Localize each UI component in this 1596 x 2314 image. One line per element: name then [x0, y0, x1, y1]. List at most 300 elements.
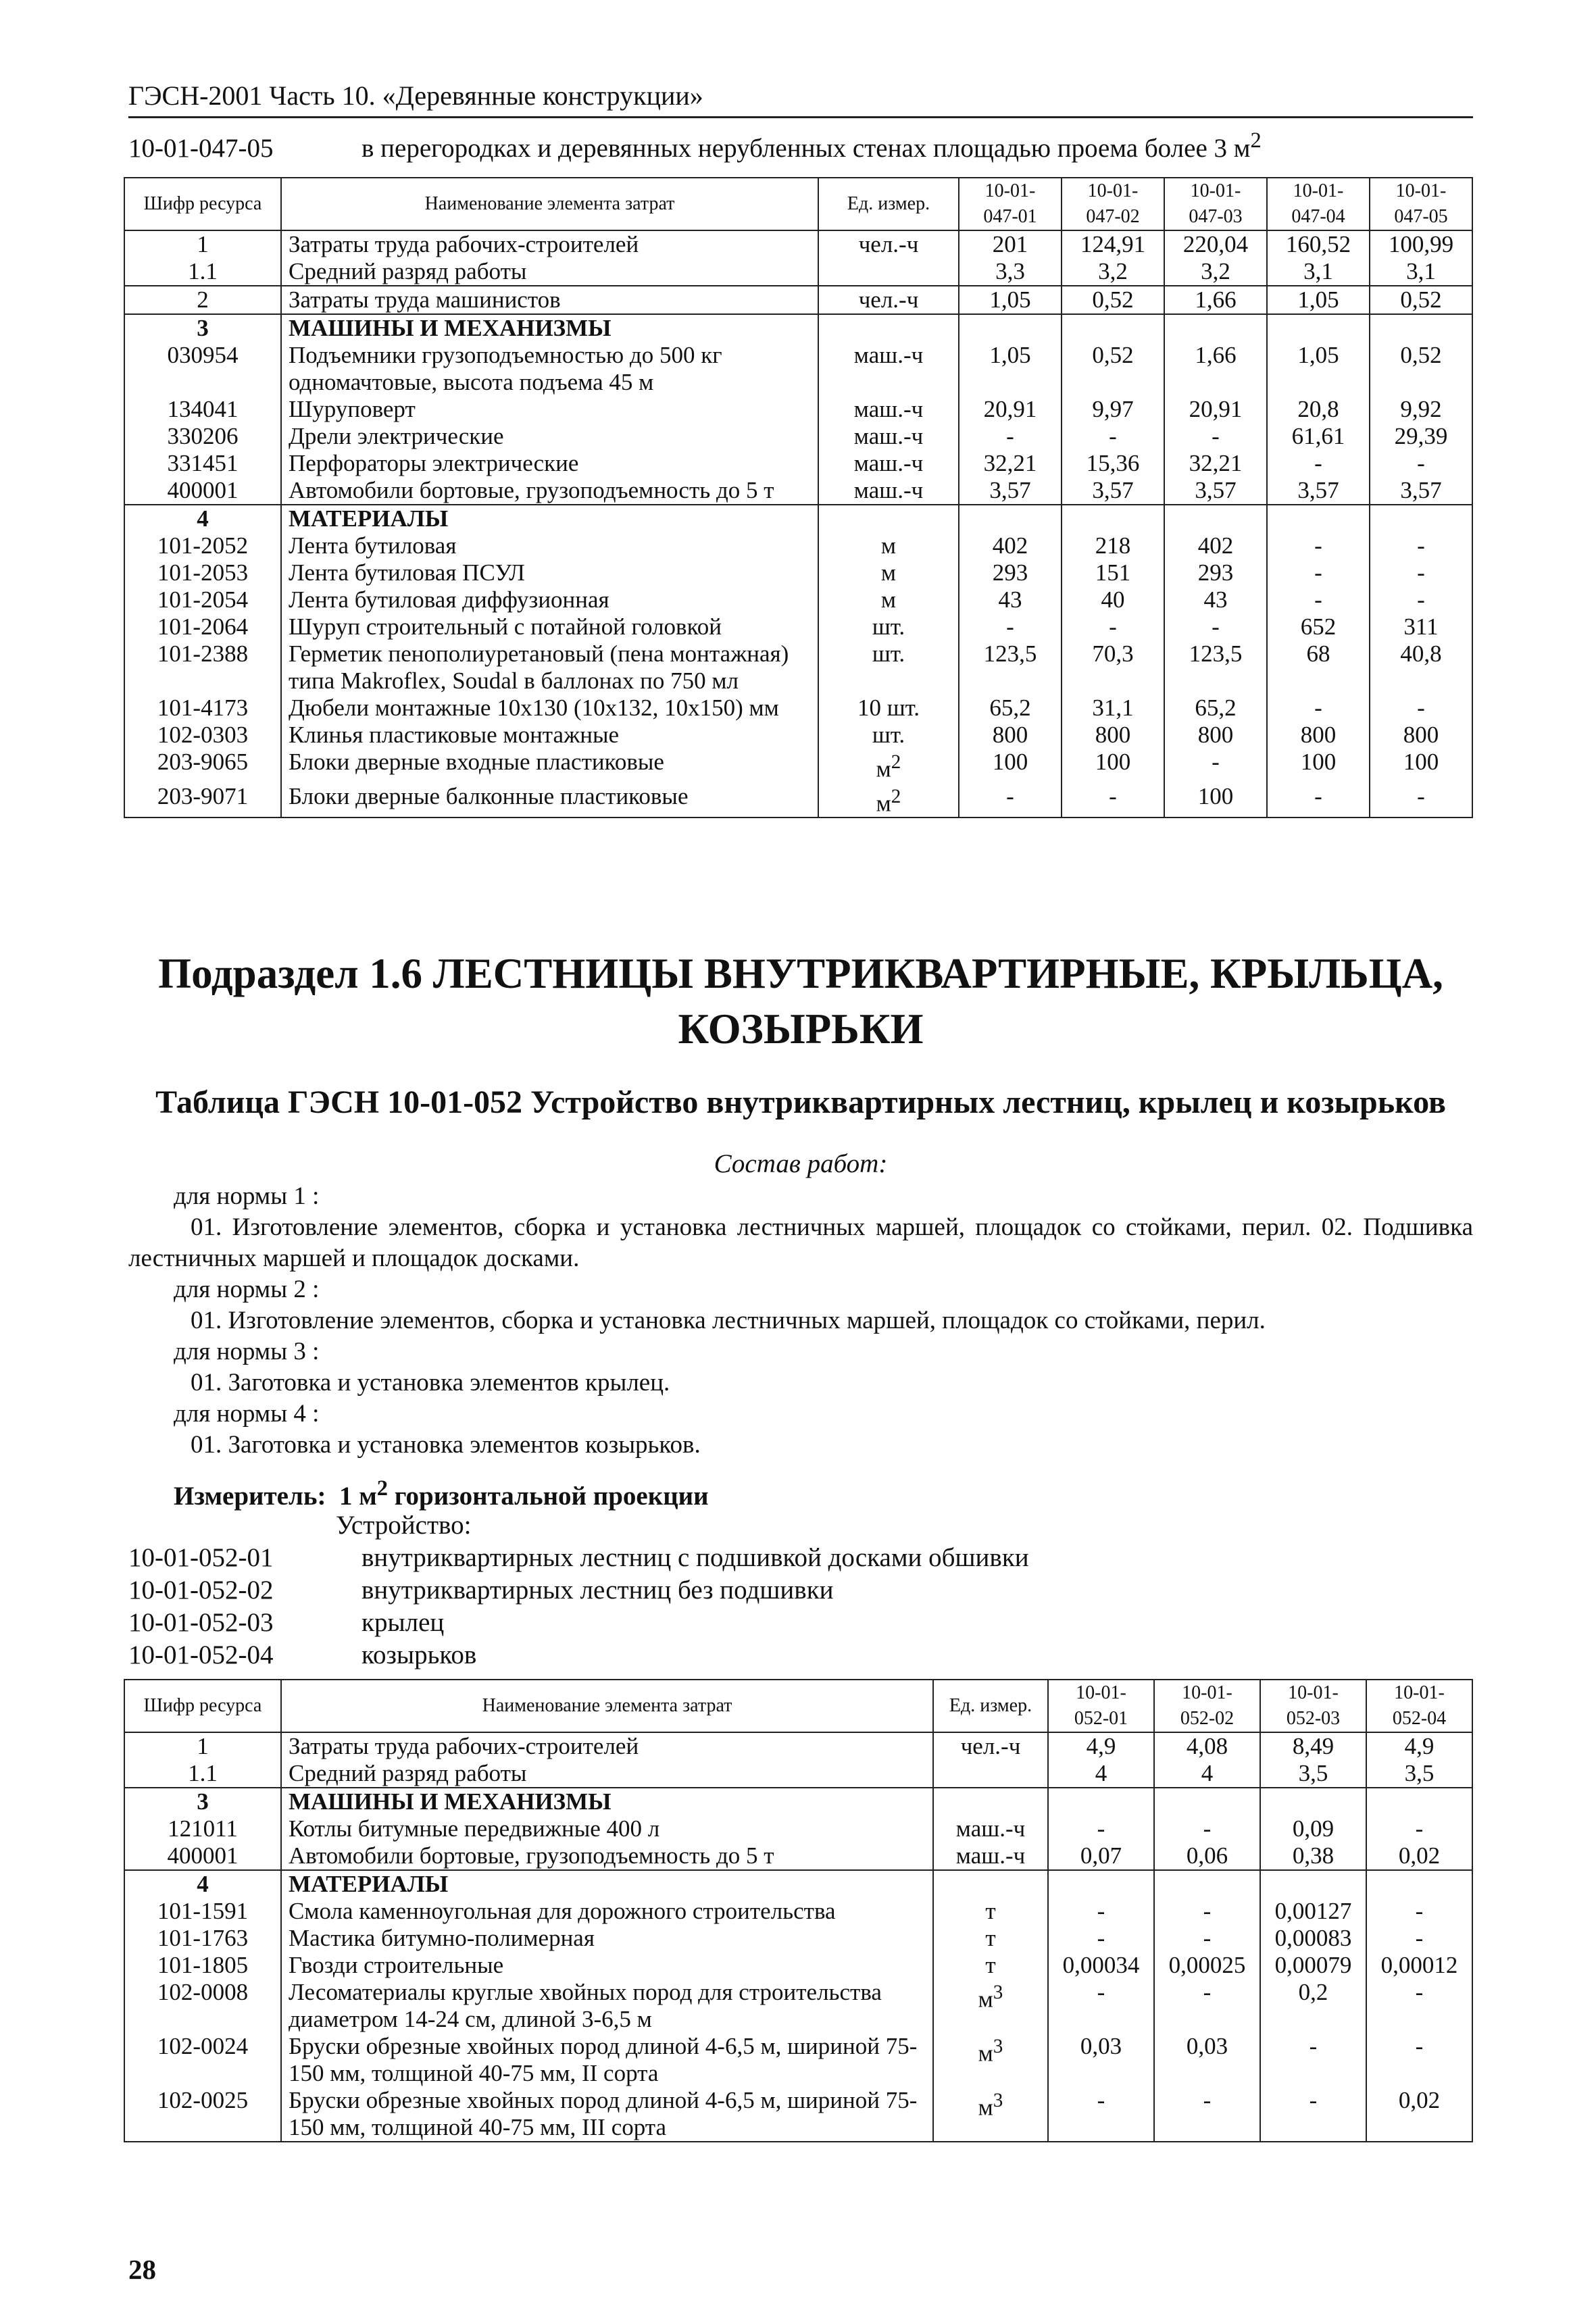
- resource-code: 400001: [124, 1842, 281, 1870]
- value-cell: -: [1267, 783, 1370, 818]
- value-cell: 65,2: [1164, 695, 1267, 722]
- value-cell: 3,57: [1267, 477, 1370, 505]
- norm-code-top: 10-01-: [1288, 1682, 1339, 1703]
- norm-code-top: 10-01-: [1076, 1682, 1126, 1703]
- value-cell: [1370, 314, 1472, 342]
- resource-code: 030954: [124, 342, 281, 396]
- value-cell: 160,52: [1267, 230, 1370, 258]
- variant-description: в перегородках и деревянных нерубленных стенах площадью проема более 3 м: [361, 134, 1251, 163]
- value-cell: 29,39: [1370, 423, 1472, 450]
- resource-name: Герметик пенополиуретановый (пена монтажная) типа Makroflex, Soudal в баллонах по 750 мл: [281, 640, 818, 695]
- unit-superscript: 3: [993, 2036, 1003, 2057]
- value-cell: 201: [959, 230, 1062, 258]
- resource-name: Шуруповерт: [281, 396, 818, 423]
- value-cell: 800: [1062, 722, 1164, 749]
- value-cell: 3,57: [1370, 477, 1472, 505]
- variant-line: [128, 1542, 1029, 1573]
- value-cell: 40: [1062, 586, 1164, 613]
- value-cell: 123,5: [1164, 640, 1267, 695]
- value-cell: -: [1048, 1898, 1154, 1925]
- col-header-norm-5: [1370, 178, 1472, 230]
- value-cell: [1048, 1870, 1154, 1898]
- value-cell: -: [1048, 1815, 1154, 1842]
- subsection-heading-line: КОЗЫРЬКИ: [678, 1005, 924, 1053]
- resource-name: Затраты труда рабочих-строителей: [281, 230, 818, 258]
- value-cell: 652: [1267, 613, 1370, 640]
- running-header: ГЭСН-2001 Часть 10. «Деревянные конструкции»: [128, 80, 703, 111]
- resource-code: 101-2054: [124, 586, 281, 613]
- resource-code: 101-1763: [124, 1925, 281, 1952]
- value-cell: 0,00012: [1366, 1952, 1472, 1979]
- unit-cell: [818, 586, 959, 613]
- norm-code-bottom: 047-02: [1086, 206, 1140, 227]
- value-cell: 31,1: [1062, 695, 1164, 722]
- unit-superscript: 3: [993, 1982, 1003, 2003]
- norm-code-top: 10-01-: [984, 180, 1036, 201]
- value-cell: 0,03: [1048, 2033, 1154, 2087]
- value-cell: 293: [1164, 559, 1267, 586]
- table-row: [124, 722, 1472, 749]
- unit-cell: [818, 783, 959, 818]
- value-cell: 9,97: [1062, 396, 1164, 423]
- meter-value-rest: горизонтальной проекции: [388, 1482, 709, 1511]
- value-cell: -: [1260, 2033, 1366, 2087]
- value-cell: 1,05: [959, 286, 1062, 314]
- value-cell: -: [1048, 1979, 1154, 2033]
- value-cell: 3,57: [959, 477, 1062, 505]
- unit-cell: [818, 286, 959, 314]
- value-cell: 100: [959, 749, 1062, 783]
- value-cell: -: [1164, 423, 1267, 450]
- resource-name: Средний разряд работы: [281, 1760, 933, 1788]
- unit-text: м: [978, 1986, 993, 2013]
- value-cell: 4,08: [1154, 1732, 1260, 1760]
- resource-name: Перфораторы электрические: [281, 450, 818, 477]
- table-row: [124, 1815, 1472, 1842]
- resource-code: 331451: [124, 450, 281, 477]
- unit-text: шт.: [872, 722, 905, 748]
- norm-3-operations: 01. Заготовка и установка элементов крылец.: [191, 1369, 670, 1397]
- value-cell: -: [1267, 586, 1370, 613]
- value-cell: 32,21: [959, 450, 1062, 477]
- section-title: МАТЕРИАЛЫ: [281, 505, 818, 532]
- col-header-name: Наименование элемента затрат: [281, 178, 818, 230]
- resource-code: 330206: [124, 423, 281, 450]
- value-cell: 8,49: [1260, 1732, 1366, 1760]
- value-cell: 0,00083: [1260, 1925, 1366, 1952]
- value-cell: [959, 314, 1062, 342]
- resource-name: Блоки дверные балконные пластиковые: [281, 783, 818, 818]
- unit-cell: [818, 613, 959, 640]
- value-cell: 3,5: [1260, 1760, 1366, 1788]
- resource-code: 1.1: [124, 1760, 281, 1788]
- value-cell: [1154, 1870, 1260, 1898]
- table-row: [124, 396, 1472, 423]
- value-cell: -: [1267, 532, 1370, 559]
- value-cell: [1164, 314, 1267, 342]
- norm-2-operations: 01. Изготовление элементов, сборка и установка лестничных маршей, площадок со стойками, перил.: [191, 1307, 1266, 1334]
- value-cell: -: [959, 613, 1062, 640]
- resource-table-052: [124, 1679, 1473, 2142]
- subsection-heading: [128, 946, 1473, 1057]
- col-header-unit: Ед. измер.: [933, 1680, 1048, 1732]
- resource-code: 101-1591: [124, 1898, 281, 1925]
- variant-superscript: 2: [1250, 128, 1262, 153]
- value-cell: 4,9: [1048, 1732, 1154, 1760]
- resource-name: Котлы битумные передвижные 400 л: [281, 1815, 933, 1842]
- norm-code-top: 10-01-: [1182, 1682, 1232, 1703]
- value-cell: 3,57: [1164, 477, 1267, 505]
- resource-code: 101-2053: [124, 559, 281, 586]
- resource-name: Автомобили бортовые, грузоподъемность до 5 т: [281, 477, 818, 505]
- table-row: [124, 230, 1472, 258]
- col-header-name: Наименование элемента затрат: [281, 1680, 933, 1732]
- value-cell: 9,92: [1370, 396, 1472, 423]
- value-cell: -: [1370, 532, 1472, 559]
- resource-name: Средний разряд работы: [281, 258, 818, 286]
- value-cell: 293: [959, 559, 1062, 586]
- value-cell: 1,05: [1267, 342, 1370, 396]
- variant-line: [128, 1640, 476, 1670]
- resource-code: 102-0303: [124, 722, 281, 749]
- resource-name: Лента бутиловая диффузионная: [281, 586, 818, 613]
- section-row: [124, 1870, 1472, 1898]
- unit-cell: [933, 1925, 1048, 1952]
- value-cell: 20,8: [1267, 396, 1370, 423]
- meter-value: 1 м: [339, 1482, 377, 1511]
- value-cell: -: [1366, 2033, 1472, 2087]
- unit-cell: [818, 423, 959, 450]
- value-cell: [1164, 505, 1267, 532]
- unit-text: маш.-ч: [955, 1842, 1026, 1869]
- value-cell: -: [1370, 559, 1472, 586]
- norm-1-label: для нормы 1 :: [174, 1182, 320, 1210]
- col-header-norm-3: [1260, 1680, 1366, 1732]
- section-title: МАШИНЫ И МЕХАНИЗМЫ: [281, 314, 818, 342]
- table-row: [124, 342, 1472, 396]
- norm-1-operations: 01. Изготовление элементов, сборка и установка лестничных маршей, площадок со стойками, перил. 02. Подшивка лестничных маршей и площадок досками.: [128, 1213, 1473, 1272]
- norm-code-top: 10-01-: [1087, 180, 1139, 201]
- value-cell: -: [1370, 783, 1472, 818]
- meter-label: Измеритель:: [174, 1482, 326, 1511]
- resource-code: 203-9065: [124, 749, 281, 783]
- table-row: [124, 477, 1472, 505]
- value-cell: 100,99: [1370, 230, 1472, 258]
- resource-name: Смола каменноугольная для дорожного строительства: [281, 1898, 933, 1925]
- resource-name: Затраты труда машинистов: [281, 286, 818, 314]
- unit-cell: [933, 1760, 1048, 1788]
- table-row: [124, 640, 1472, 695]
- value-cell: [1260, 1788, 1366, 1815]
- unit-cell: [818, 749, 959, 783]
- table-row: [124, 1898, 1472, 1925]
- unit-cell: [818, 258, 959, 286]
- value-cell: 0,00034: [1048, 1952, 1154, 1979]
- resource-code: 1: [124, 1732, 281, 1760]
- value-cell: 0,02: [1366, 2087, 1472, 2142]
- table1-header-row: [124, 178, 1472, 230]
- value-cell: -: [1370, 695, 1472, 722]
- header-rule: [128, 116, 1473, 118]
- value-cell: 32,21: [1164, 450, 1267, 477]
- unit-text: маш.-ч: [853, 450, 924, 476]
- norm-code-top: 10-01-: [1190, 180, 1241, 201]
- resource-name: Лента бутиловая: [281, 532, 818, 559]
- unit-text: м: [978, 2094, 993, 2121]
- col-header-norm-2: [1062, 178, 1164, 230]
- value-cell: 15,36: [1062, 450, 1164, 477]
- value-cell: -: [1154, 1898, 1260, 1925]
- unit-cell: [818, 640, 959, 695]
- value-cell: 0,07: [1048, 1842, 1154, 1870]
- variant-description: козырьков: [361, 1640, 477, 1669]
- norm-code-bottom: 052-02: [1180, 1708, 1235, 1729]
- section-title: МАШИНЫ И МЕХАНИЗМЫ: [281, 1788, 933, 1815]
- table-row: [124, 423, 1472, 450]
- value-cell: 3,57: [1062, 477, 1164, 505]
- variant-description: внутриквартирных лестниц с подшивкой досками обшивки: [361, 1543, 1029, 1572]
- unit-cell: [933, 1815, 1048, 1842]
- table-row: [124, 586, 1472, 613]
- resource-code: 3: [124, 314, 281, 342]
- resource-code: 4: [124, 505, 281, 532]
- value-cell: -: [1366, 1815, 1472, 1842]
- value-cell: 100: [1267, 749, 1370, 783]
- resource-name: Лесоматериалы круглые хвойных пород для строительства диаметром 14-24 см, длиной 3-6,5 м: [281, 1979, 933, 2033]
- value-cell: 220,04: [1164, 230, 1267, 258]
- section-row: [124, 1788, 1472, 1815]
- resource-code: 121011: [124, 1815, 281, 1842]
- unit-text: м: [880, 532, 897, 559]
- variant-description: внутриквартирных лестниц без подшивки: [361, 1576, 834, 1605]
- variant-code: 10-01-052-03: [128, 1608, 274, 1637]
- value-cell: 0,09: [1260, 1815, 1366, 1842]
- value-cell: 100: [1370, 749, 1472, 783]
- norm-code-bottom: 052-01: [1074, 1708, 1128, 1729]
- unit-cell: [818, 230, 959, 258]
- table-row: [124, 559, 1472, 586]
- section-row: [124, 505, 1472, 532]
- resource-code: 3: [124, 1788, 281, 1815]
- value-cell: 100: [1164, 783, 1267, 818]
- resource-name: Блоки дверные входные пластиковые: [281, 749, 818, 783]
- value-cell: 43: [959, 586, 1062, 613]
- resource-code: 101-2052: [124, 532, 281, 559]
- section-row: [124, 314, 1472, 342]
- table-row: [124, 1842, 1472, 1870]
- page-number: 28: [128, 2254, 156, 2285]
- value-cell: 40,8: [1370, 640, 1472, 695]
- value-cell: [1260, 1870, 1366, 1898]
- unit-superscript: 2: [891, 751, 901, 773]
- value-cell: 0,52: [1370, 286, 1472, 314]
- value-cell: 218: [1062, 532, 1164, 559]
- value-cell: 1,66: [1164, 342, 1267, 396]
- norm-code-bottom: 052-03: [1286, 1708, 1341, 1729]
- table-row: [124, 695, 1472, 722]
- value-cell: 65,2: [959, 695, 1062, 722]
- variant-line: [128, 1607, 444, 1638]
- value-cell: 68: [1267, 640, 1370, 695]
- table-row: [124, 450, 1472, 477]
- value-cell: -: [1164, 749, 1267, 783]
- col-header-norm-3: [1164, 178, 1267, 230]
- resource-name: Подъемники грузоподъемностью до 500 кг одномачтовые, высота подъема 45 м: [281, 342, 818, 396]
- value-cell: -: [959, 783, 1062, 818]
- unit-cell: [818, 342, 959, 396]
- unit-cell: [933, 2033, 1048, 2087]
- variant-code: 10-01-047-05: [128, 134, 274, 163]
- value-cell: [1062, 314, 1164, 342]
- table-row: [124, 532, 1472, 559]
- unit-superscript: 2: [891, 785, 901, 807]
- resource-code: 203-9071: [124, 783, 281, 818]
- table-row: [124, 749, 1472, 783]
- value-cell: -: [1062, 613, 1164, 640]
- value-cell: -: [1048, 2087, 1154, 2142]
- value-cell: 0,52: [1370, 342, 1472, 396]
- unit-text: маш.-ч: [853, 423, 924, 449]
- unit-cell: [818, 450, 959, 477]
- unit-cell: [818, 505, 959, 532]
- norm-code-bottom: 047-04: [1291, 206, 1345, 227]
- value-cell: 20,91: [1164, 396, 1267, 423]
- unit-text: чел.-ч: [858, 231, 919, 257]
- value-cell: 1,05: [959, 342, 1062, 396]
- value-cell: 0,00025: [1154, 1952, 1260, 1979]
- value-cell: 0,02: [1366, 1842, 1472, 1870]
- variant-047-05-line: [128, 128, 1262, 164]
- unit-text: м: [978, 2040, 993, 2067]
- value-cell: -: [1048, 1925, 1154, 1952]
- table-row: [124, 2087, 1472, 2142]
- unit-cell: [933, 1898, 1048, 1925]
- col-header-norm-4: [1267, 178, 1370, 230]
- value-cell: 4: [1048, 1760, 1154, 1788]
- value-cell: -: [1260, 2087, 1366, 2142]
- subsection-heading-line: Подраздел 1.6 ЛЕСТНИЦЫ ВНУТРИКВАРТИРНЫЕ, КРЫЛЬЦА,: [158, 950, 1443, 997]
- resource-name: Клинья пластиковые монтажные: [281, 722, 818, 749]
- unit-cell: [933, 1732, 1048, 1760]
- unit-cell: [933, 1979, 1048, 2033]
- value-cell: 800: [959, 722, 1062, 749]
- table-row: [124, 1952, 1472, 1979]
- value-cell: -: [1366, 1979, 1472, 2033]
- value-cell: 61,61: [1267, 423, 1370, 450]
- value-cell: 124,91: [1062, 230, 1164, 258]
- value-cell: 800: [1164, 722, 1267, 749]
- resource-code: 2: [124, 286, 281, 314]
- unit-text: т: [985, 1925, 996, 1951]
- value-cell: 311: [1370, 613, 1472, 640]
- col-header-norm-1: [959, 178, 1062, 230]
- value-cell: 0,38: [1260, 1842, 1366, 1870]
- norm-code-bottom: 047-01: [983, 206, 1037, 227]
- resource-code: 1.1: [124, 258, 281, 286]
- value-cell: 0,00079: [1260, 1952, 1366, 1979]
- resource-name: Бруски обрезные хвойных пород длиной 4-6,5 м, шириной 75-150 мм, толщиной 40-75 мм, III сорта: [281, 2087, 933, 2142]
- value-cell: 3,5: [1366, 1760, 1472, 1788]
- table-row: [124, 286, 1472, 314]
- value-cell: -: [1267, 450, 1370, 477]
- value-cell: 3,2: [1164, 258, 1267, 286]
- resource-name: Автомобили бортовые, грузоподъемность до 5 т: [281, 1842, 933, 1870]
- value-cell: 1,05: [1267, 286, 1370, 314]
- value-cell: -: [959, 423, 1062, 450]
- unit-text: маш.-ч: [853, 477, 924, 503]
- unit-text: чел.-ч: [858, 286, 919, 313]
- col-header-code: Шифр ресурса: [124, 178, 281, 230]
- table-row: [124, 1979, 1472, 2033]
- table2-header-row: [124, 1680, 1472, 1732]
- unit-text: маш.-ч: [853, 396, 924, 422]
- resource-code: 101-1805: [124, 1952, 281, 1979]
- norm-code-bottom: 047-05: [1394, 206, 1448, 227]
- resource-name: Дрели электрические: [281, 423, 818, 450]
- table-row: [124, 1732, 1472, 1760]
- value-cell: 151: [1062, 559, 1164, 586]
- unit-cell: [933, 1952, 1048, 1979]
- norm-2-label: для нормы 2 :: [174, 1276, 320, 1303]
- table-row: [124, 2033, 1472, 2087]
- resource-table-047: [124, 177, 1473, 818]
- unit-cell: [818, 559, 959, 586]
- variant-line: [128, 1575, 834, 1605]
- value-cell: 123,5: [959, 640, 1062, 695]
- unit-cell: [818, 532, 959, 559]
- table-heading: Таблица ГЭСН 10-01-052 Устройство внутриквартирных лестниц, крылец и козырьков: [155, 1084, 1446, 1120]
- value-cell: -: [1154, 1815, 1260, 1842]
- value-cell: -: [1164, 613, 1267, 640]
- value-cell: -: [1062, 423, 1164, 450]
- value-cell: -: [1154, 1925, 1260, 1952]
- value-cell: [1267, 314, 1370, 342]
- value-cell: 0,06: [1154, 1842, 1260, 1870]
- resource-name: Дюбели монтажные 10x130 (10x132, 10x150) мм: [281, 695, 818, 722]
- table-row: [124, 1925, 1472, 1952]
- value-cell: 4: [1154, 1760, 1260, 1788]
- resource-code: 102-0008: [124, 1979, 281, 2033]
- resource-code: 101-2388: [124, 640, 281, 695]
- table-row: [124, 783, 1472, 818]
- norm-code-top: 10-01-: [1394, 1682, 1445, 1703]
- resource-name: Бруски обрезные хвойных пород длиной 4-6,5 м, шириной 75-150 мм, толщиной 40-75 мм, II сорта: [281, 2033, 933, 2087]
- value-cell: 4,9: [1366, 1732, 1472, 1760]
- unit-text: маш.-ч: [955, 1815, 1026, 1842]
- value-cell: -: [1154, 1979, 1260, 2033]
- unit-text: шт.: [872, 613, 905, 640]
- resource-code: 101-2064: [124, 613, 281, 640]
- unit-cell: [933, 1842, 1048, 1870]
- table-row: [124, 613, 1472, 640]
- resource-name: Шуруп строительный с потайной головкой: [281, 613, 818, 640]
- value-cell: 3,3: [959, 258, 1062, 286]
- unit-cell: [933, 1870, 1048, 1898]
- unit-cell: [818, 722, 959, 749]
- col-header-unit: Ед. измер.: [818, 178, 959, 230]
- value-cell: [1267, 505, 1370, 532]
- table-row: [124, 1760, 1472, 1788]
- unit-cell: [933, 2087, 1048, 2142]
- meter-line: [174, 1476, 709, 1511]
- resource-name: Лента бутиловая ПСУЛ: [281, 559, 818, 586]
- value-cell: -: [1267, 695, 1370, 722]
- unit-superscript: 3: [993, 2090, 1003, 2111]
- norm-4-label: для нормы 4 :: [174, 1400, 320, 1428]
- value-cell: 0,2: [1260, 1979, 1366, 2033]
- resource-code: 101-4173: [124, 695, 281, 722]
- value-cell: 100: [1062, 749, 1164, 783]
